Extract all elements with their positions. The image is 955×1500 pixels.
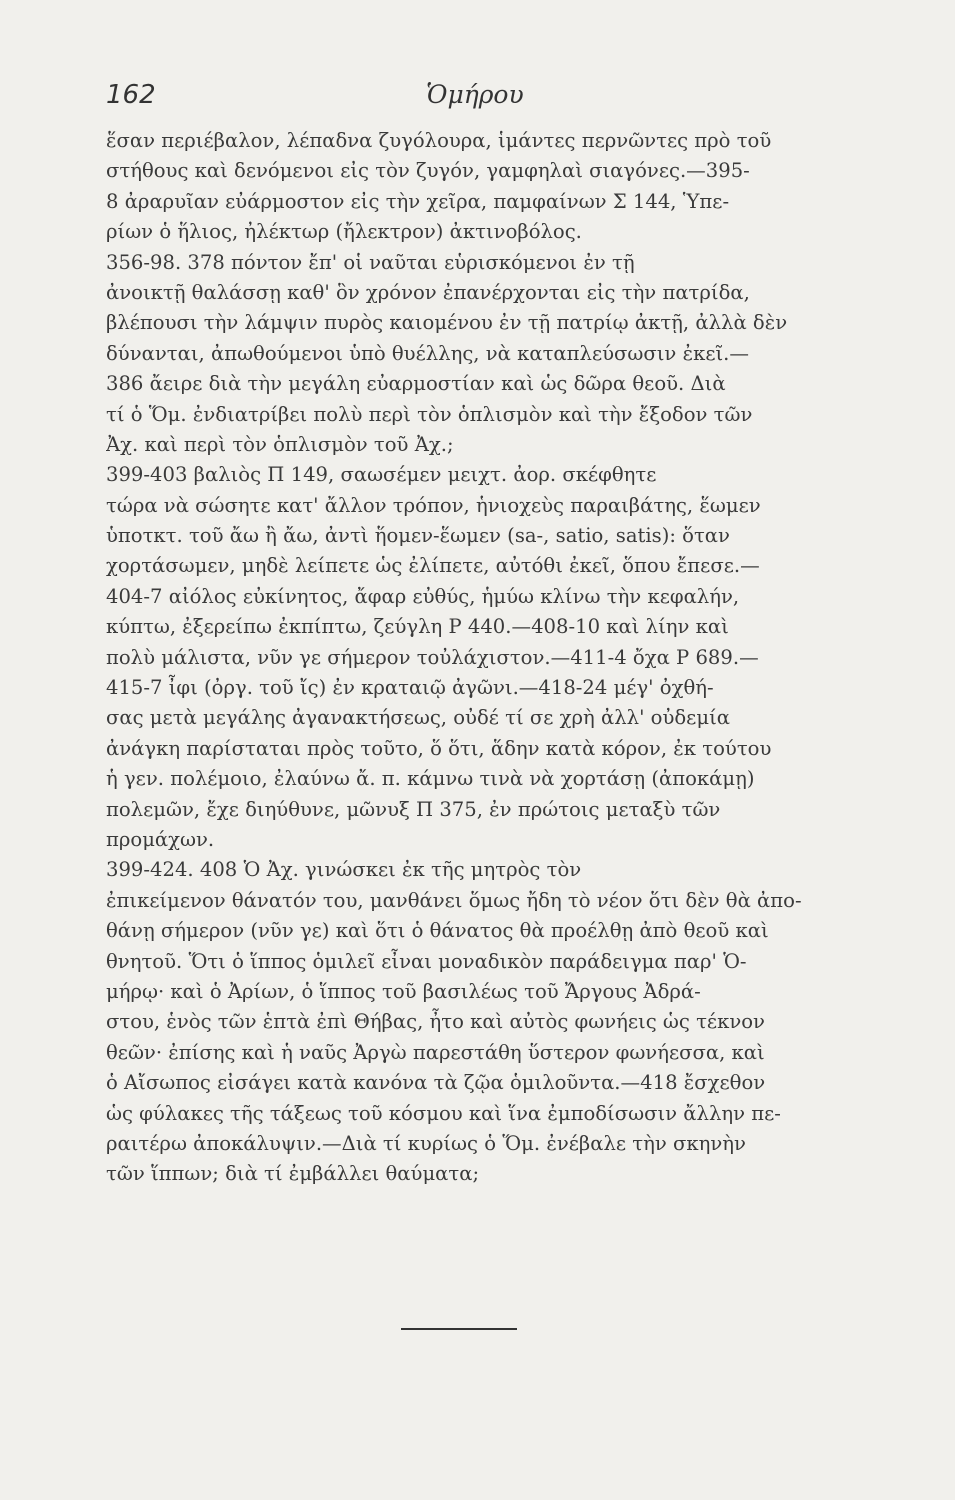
text-line: 8 ἀραρυῖαν εὐάρμοστον εἰς τὴν χεῖρα, παμφαίνων Σ 144, Ὑπε- [106, 189, 730, 213]
text-line: ἐπικείμενον θάνατόν του, μανθάνει ὅμως ἤδη τὸ νέον ὅτι δὲν θὰ ἀπο- [106, 888, 802, 912]
text-line: τί ὁ Ὅμ. ἐνδιατρίβει πολὺ περὶ τὸν ὁπλισμὸν καὶ τὴν ἔξοδον τῶν [106, 402, 753, 426]
text-line: 399-424. 408 Ὁ Ἀχ. γινώσκει ἐκ τῆς μητρὸς τὸν [106, 858, 582, 882]
end-rule [401, 1328, 517, 1330]
text-line: προμάχων. [106, 827, 215, 851]
text-line: σας μετὰ μεγάλης ἀγανακτήσεως, οὐδέ τί σε χρὴ ἀλλ' οὐδεμία [106, 706, 730, 730]
text-line: ὁ Αἴσωπος εἰσάγει κατὰ κανόνα τὰ ζῷα ὁμιλοῦντα.—418 ἔσχεθον [106, 1071, 766, 1095]
text-line: ρίων ὁ ἥλιος, ἠλέκτωρ (ἤλεκτρον) ἀκτινοβόλος. [106, 220, 582, 244]
text-line: ἕσαν περιέβαλον, λέπαδνα ζυγόλουρα, ἱμάντες περνῶντες πρὸ τοῦ [106, 129, 772, 152]
page-number: 162 [106, 80, 156, 110]
text-line: 404-7 αἰόλος εὐκίνητος, ἄφαρ εὐθύς, ἡμύω κλίνω τὴν κεφαλήν, [106, 584, 740, 608]
text-line: τῶν ἵππων; διὰ τί ἐμβάλλει θαύματα; [106, 1162, 480, 1186]
commentary-text [106, 126, 846, 1190]
running-head: Ὁμήρου [426, 80, 524, 109]
text-line: θάνῃ σήμερον (νῦν γε) καὶ ὅτι ὁ θάνατος θὰ προέλθῃ ἀπὸ θεοῦ καὶ [106, 919, 769, 943]
text-line: ἡ γεν. πολέμοιο, ἐλαύνω ἄ. π. κάμνω τινὰ νὰ χορτάσῃ (ἀποκάμῃ) [106, 767, 755, 791]
text-line: θεῶν· ἐπίσης καὶ ἡ ναῦς Ἀργὼ παρεστάθη ὕστερον φωνήεσσα, καὶ [106, 1040, 765, 1064]
text-line: χορτάσωμεν, μηδὲ λείπετε ὡς ἐλίπετε, αὐτόθι ἐκεῖ, ὅπου ἔπεσε.— [106, 554, 760, 578]
text-line: δύνανται, ἀπωθούμενοι ὑπὸ θυέλλης, νὰ καταπλεύσωσιν ἐκεῖ.— [106, 341, 749, 365]
text-line: 386 ἄειρε διὰ τὴν μεγάλη εὐαρμοστίαν καὶ ὡς δῶρα θεοῦ. Διὰ [106, 372, 726, 396]
text-line: πολὺ μάλιστα, νῦν γε σήμερον τοὐλάχιστον.—411-4 ὄχα Ρ 689.— [106, 645, 759, 669]
text-line: στήθους καὶ δενόμενοι εἰς τὸν ζυγόν, γαμφηλαὶ σιαγόνες.—395- [106, 159, 750, 183]
text-line: ἀνάγκη παρίσταται πρὸς τοῦτο, ὅ ὅτι, ἅδην κατὰ κόρον, ἐκ τούτου [106, 736, 772, 760]
text-line: βλέπουσι τὴν λάμψιν πυρὸς καιομένου ἐν τῇ πατρίῳ ἀκτῇ, ἀλλὰ δὲν [106, 311, 788, 335]
text-line: 399-403 βαλιὸς Π 149, σαωσέμεν μειχτ. ἀορ. σκέφθητε [106, 463, 657, 487]
text-line: ὡς φύλακες τῆς τάξεως τοῦ κόσμου καὶ ἵνα ἐμποδίσωσιν ἄλλην πε- [106, 1101, 781, 1125]
text-line: ὑποτκτ. τοῦ ἄω ἢ ἄω, ἀντὶ ἥομεν-ἕωμεν (sa-, satio, satis): ὅταν [106, 524, 730, 548]
text-line: θνητοῦ. Ὅτι ὁ ἵππος ὁμιλεῖ εἶναι μοναδικὸν παράδειγμα παρ' Ὁ- [106, 949, 747, 973]
text-line: κύπτω, ἐξερείπω ἐκπίπτω, ζεύγλη Ρ 440.—408-10 καὶ λίην καὶ [106, 615, 729, 639]
text-line: ἀνοικτῇ θαλάσσῃ καθ' ὃν χρόνον ἐπανέρχονται εἰς τὴν πατρίδα, [106, 280, 750, 304]
text-line: μήρῳ· καὶ ὁ Ἀρίων, ὁ ἵππος τοῦ βασιλέως τοῦ Ἄργους Ἀδρά- [106, 979, 701, 1003]
text-line: Ἀχ. καὶ περὶ τὸν ὁπλισμὸν τοῦ Ἀχ.; [106, 432, 454, 456]
text-line: πολεμῶν, ἔχε διηύθυνε, μῶνυξ Π 375, ἐν πρώτοις μεταξὺ τῶν [106, 797, 721, 821]
text-line: 356-98. 378 πόντον ἔπ' οἱ ναῦται εὑρισκόμενοι ἐν τῇ [106, 250, 635, 274]
text-line: 415-7 ἶφι (ὀργ. τοῦ ἴς) ἐν κραταιῷ ἀγῶνι.—418-24 μέγ' ὀχθή- [106, 676, 714, 700]
text-line: στου, ἑνὸς τῶν ἑπτὰ ἐπὶ Θήβας, ἦτο καὶ αὐτὸς φωνήεις ὡς τέκνον [106, 1010, 765, 1034]
text-line: ραιτέρω ἀποκάλυψιν.—Διὰ τί κυρίως ὁ Ὅμ. ἐνέβαλε τὴν σκηνὴν [106, 1131, 746, 1155]
page-header [106, 80, 846, 120]
text-line: τώρα νὰ σώσητε κατ' ἄλλον τρόπον, ἡνιοχεὺς παραιβάτης, ἕωμεν [106, 493, 761, 517]
